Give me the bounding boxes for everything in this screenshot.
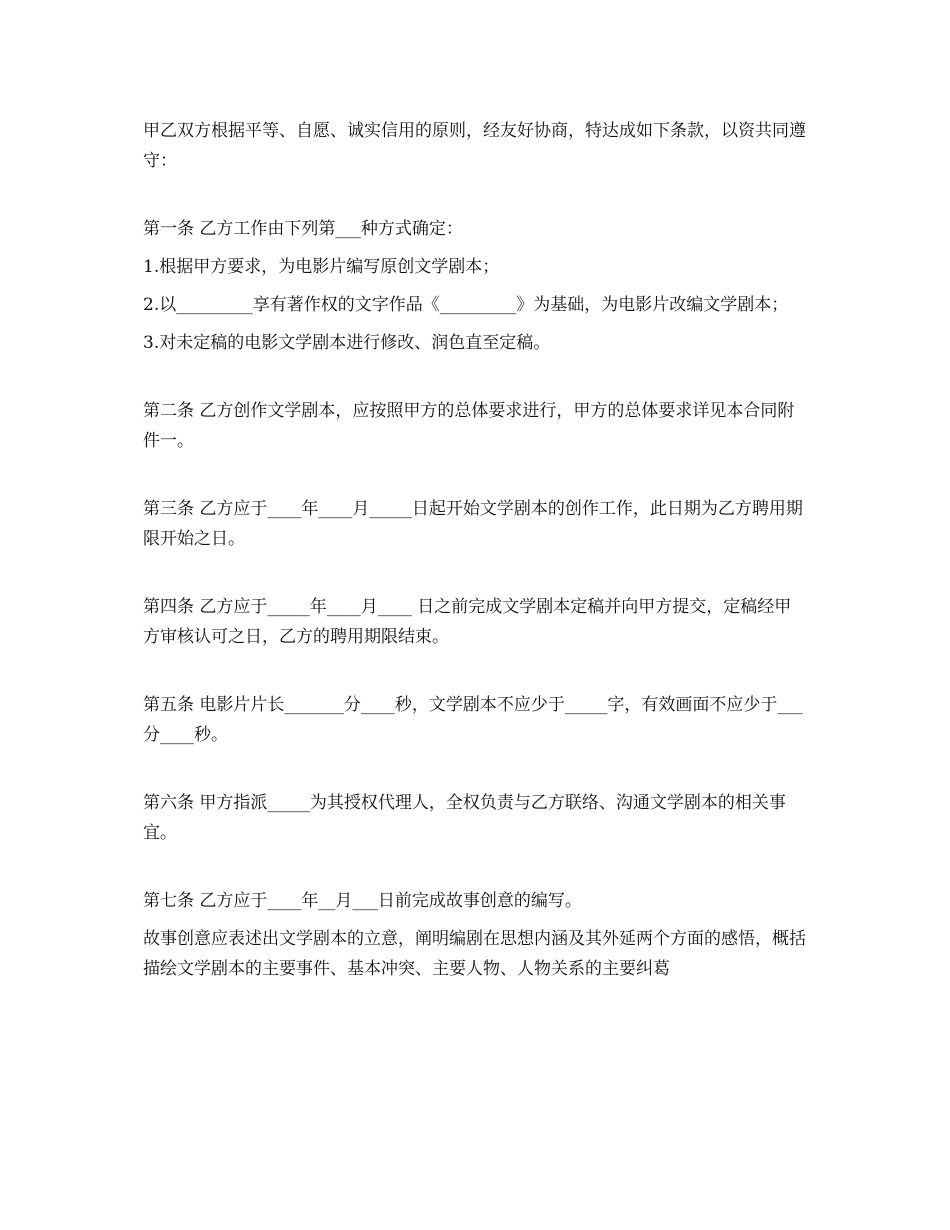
line-gap [143,282,808,290]
article-6-paragraph: 第六条 甲方指派_____为其授权代理人，全权负责与乙方联络、沟通文学剧本的相关事宜。 [143,793,786,843]
paragraph-gap [143,554,808,592]
article-7-heading: 第七条 乙方应于____年__月___日前完成故事创意的编写。 [143,891,582,911]
document-body [143,116,808,984]
article-3-paragraph: 第三条 乙方应于____年____月_____日起开始文学剧本的创作工作，此日期为乙方聘用期限开始之日。 [143,499,803,549]
line-gap [143,320,808,328]
paragraph-gap [143,456,808,494]
article-2-paragraph: 第二条 乙方创作文学剧本，应按照甲方的总体要求进行，甲方的总体要求详见本合同附件一。 [143,401,795,451]
paragraph-gap [143,652,808,690]
line-gap [143,244,808,252]
article-4-paragraph: 第四条 乙方应于_____年____月____ 日之前完成文学剧本定稿并向甲方提交，定稿经甲方审核认可之日，乙方的聘用期限结束。 [143,597,792,647]
article-1-item-2: 2.以_________享有著作权的文字作品《_________》为基础，为电影片改编文学剧本； [143,295,789,315]
paragraph-gap [143,176,808,214]
article-1-item-1: 1.根据甲方要求，为电影片编写原创文学剧本； [143,257,500,277]
paragraph-gap [143,750,808,788]
article-5-paragraph: 第五条 电影片片长_______分____秒，文学剧本不应少于_____字，有效画面不应少于___分____秒。 [143,695,803,745]
paragraph-gap [143,848,808,886]
line-gap [143,916,808,924]
article-1-heading: 第一条 乙方工作由下列第___种方式确定： [143,219,463,239]
intro-paragraph: 甲乙双方根据平等、自愿、诚实信用的原则，经友好协商，特达成如下条款，以资共同遵守： [143,121,806,171]
article-1-item-3: 3.对未定稿的电影文学剧本进行修改、润色直至定稿。 [143,333,551,353]
article-7-body: 故事创意应表述出文学剧本的立意，阐明编剧在思想内涵及其外延两个方面的感悟，概括描绘文学剧本的主要事件、基本冲突、主要人物、人物关系的主要纠葛 [143,929,806,979]
paragraph-gap [143,358,808,396]
